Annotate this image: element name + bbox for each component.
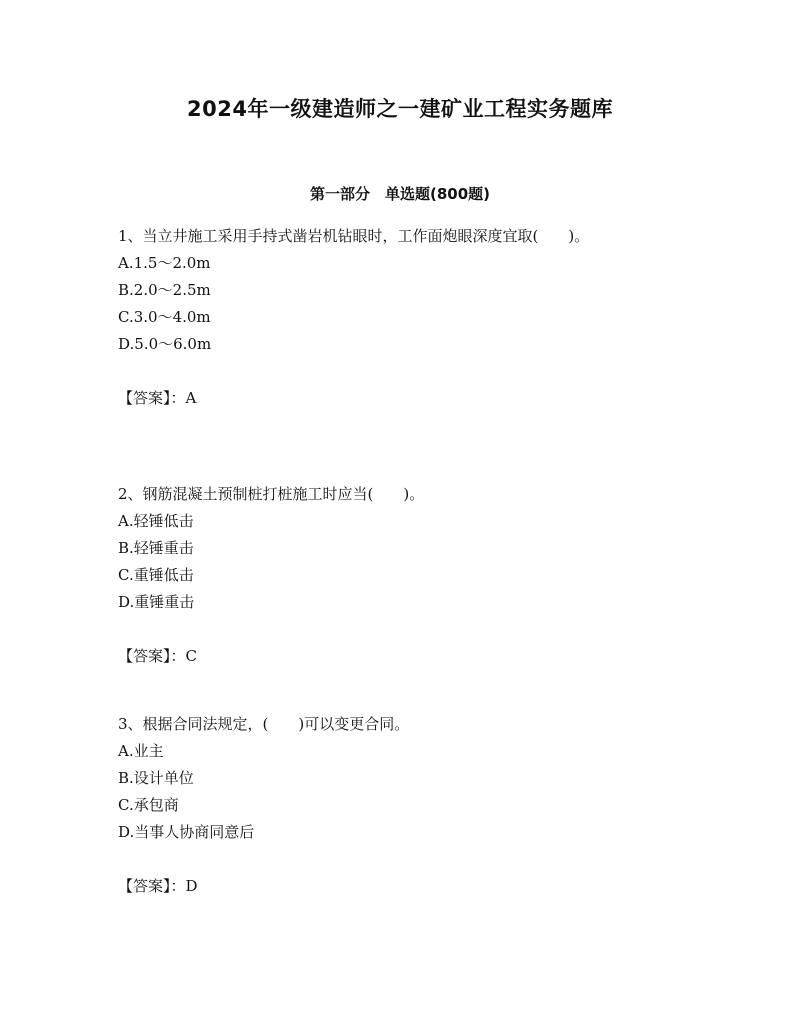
question-stem: 1、当立井施工采用手持式凿岩机钻眼时，工作面炮眼深度宜取( )。 (118, 227, 590, 245)
option-list (118, 250, 688, 358)
question-block (118, 481, 688, 670)
answer-label: 【答案】：A (118, 389, 197, 407)
option-c: C.承包商 (118, 796, 179, 814)
option-c: C.重锤低击 (118, 566, 194, 584)
option-b: B.2.0～2.5m (118, 281, 211, 299)
option-list (118, 508, 688, 616)
option-list (118, 738, 688, 846)
question-stem: 3、根据合同法规定，( )可以变更合同。 (118, 715, 410, 733)
answer-label: 【答案】：C (118, 647, 197, 665)
document-title: 2024年一级建造师之一建矿业工程实务题库 (187, 97, 613, 121)
option-d: D.5.0～6.0m (118, 335, 212, 353)
option-c: C.3.0～4.0m (118, 308, 211, 326)
question-stem: 2、钢筋混凝土预制桩打桩施工时应当( )。 (118, 485, 425, 503)
option-b: B.轻锤重击 (118, 539, 194, 557)
option-a: A.1.5～2.0m (118, 254, 211, 272)
option-a: A.轻锤低击 (118, 512, 194, 530)
question-block (118, 223, 688, 412)
option-d: D.重锤重击 (118, 593, 195, 611)
option-b: B.设计单位 (118, 769, 194, 787)
option-d: D.当事人协商同意后 (118, 823, 255, 841)
section-title: 第一部分 单选题(800题) (309, 185, 491, 203)
option-a: A.业主 (118, 742, 164, 760)
answer-label: 【答案】：D (118, 877, 198, 895)
question-block (118, 711, 688, 900)
